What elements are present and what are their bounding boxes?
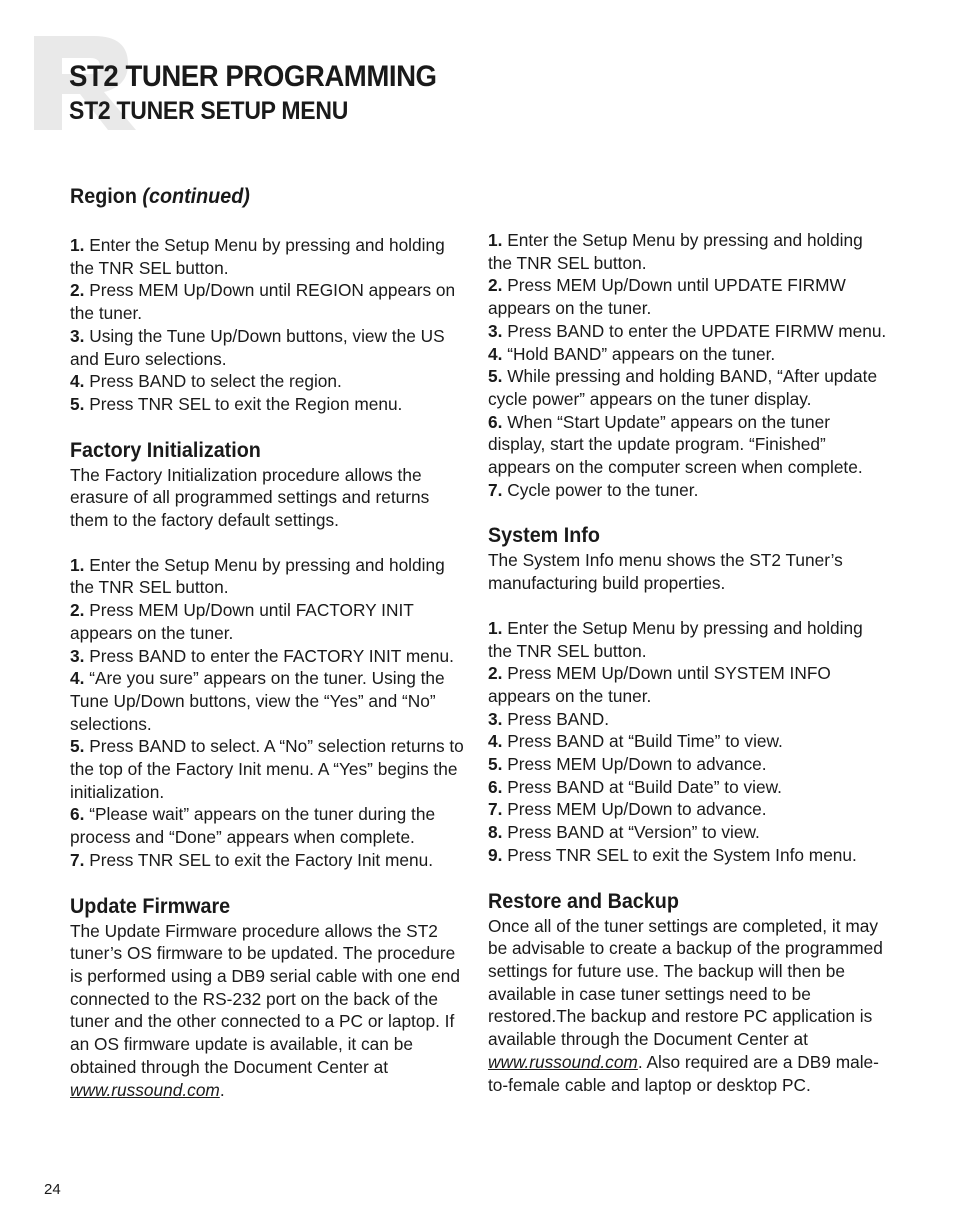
step-number: 6. xyxy=(488,411,503,432)
step-text: Press TNR SEL to exit the Factory Init menu. xyxy=(84,849,434,870)
factory-init-intro: The Factory Initialization procedure allows the erasure of all programmed settings and returns them to the factory default settings. xyxy=(70,464,430,531)
step-item xyxy=(488,479,888,502)
restore-backup-intro: Once all of the tuner settings are completed, it may be advisable to create a backup of the programmed settings for future use. The backup will then be available in case tuner settings need to be restored.The backup and restore PC application is available through the Document Center at www.russound.com. Also required are a DB9 male-to-female cable and laptop or desktop PC. xyxy=(488,915,883,1095)
step-number: 3. xyxy=(70,645,85,666)
step-item xyxy=(488,229,888,274)
step-item xyxy=(70,667,470,735)
region-heading: Region (continued) xyxy=(70,185,250,208)
step-number: 4. xyxy=(488,343,503,364)
step-text: Press BAND to select the region. xyxy=(84,371,342,392)
russound-link[interactable]: www.russound.com xyxy=(70,1079,220,1100)
step-item xyxy=(488,730,888,753)
step-item xyxy=(70,234,470,279)
step-item xyxy=(488,365,888,410)
step-item xyxy=(488,343,888,366)
step-number: 2. xyxy=(488,275,503,296)
step-number: 2. xyxy=(70,600,85,621)
step-item xyxy=(70,370,470,393)
system-info-heading: System Info xyxy=(488,524,600,548)
step-text: Press MEM Up/Down until REGION appears on the tuner. xyxy=(70,280,456,324)
step-text: “Please wait” appears on the tuner during the process and “Done” appears when complete. xyxy=(70,804,436,848)
step-text: Enter the Setup Menu by pressing and holding the TNR SEL button. xyxy=(488,230,863,273)
step-text: Press TNR SEL to exit the Region menu. xyxy=(84,393,403,414)
region-steps xyxy=(70,234,470,416)
step-item xyxy=(70,279,470,324)
left-column xyxy=(70,184,470,1101)
step-text: Enter the Setup Menu by pressing and holding the TNR SEL button. xyxy=(70,235,445,278)
step-item xyxy=(488,753,888,776)
step-item xyxy=(488,617,888,662)
step-number: 2. xyxy=(488,663,503,684)
page-number: 24 xyxy=(44,1181,61,1198)
step-text: Press BAND at “Version” to view. xyxy=(502,822,760,843)
system-info-intro: The System Info menu shows the ST2 Tuner’s manufacturing build properties. xyxy=(488,550,843,594)
step-text: Press MEM Up/Down to advance. xyxy=(502,754,767,775)
step-number: 1. xyxy=(70,554,85,575)
step-number: 6. xyxy=(70,804,85,825)
step-item xyxy=(70,325,470,370)
step-number: 4. xyxy=(70,371,85,392)
step-number: 6. xyxy=(488,776,503,797)
step-text: Press BAND at “Build Time” to view. xyxy=(502,731,783,752)
step-text: “Are you sure” appears on the tuner. Using the Tune Up/Down buttons, view the “Yes” and “No” selections. xyxy=(70,668,445,734)
system-info-steps xyxy=(488,617,888,867)
step-item xyxy=(488,844,888,867)
step-text: Press BAND to select. A “No” selection returns to the top of the Factory Init menu. A “Yes” begins the initialization. xyxy=(70,736,464,802)
step-text: Press MEM Up/Down until UPDATE FIRMW appears on the tuner. xyxy=(488,275,846,319)
step-text: Press BAND at “Build Date” to view. xyxy=(502,776,782,797)
step-item xyxy=(488,274,888,319)
step-text: Press BAND to enter the UPDATE FIRMW menu. xyxy=(502,320,887,341)
step-number: 5. xyxy=(488,754,503,775)
step-item xyxy=(488,320,888,343)
step-number: 8. xyxy=(488,822,503,843)
step-item xyxy=(488,411,888,479)
step-item xyxy=(70,849,470,872)
step-item xyxy=(70,803,470,848)
step-text: “Hold BAND” appears on the tuner. xyxy=(502,343,776,364)
step-number: 5. xyxy=(70,736,85,757)
step-item xyxy=(488,798,888,821)
region-heading-continued: (continued) xyxy=(142,185,250,208)
step-number: 5. xyxy=(488,366,503,387)
step-item xyxy=(70,645,470,668)
step-text: Press TNR SEL to exit the System Info menu. xyxy=(502,844,857,865)
step-item xyxy=(70,554,470,599)
step-number: 5. xyxy=(70,393,85,414)
step-number: 2. xyxy=(70,280,85,301)
step-text: Enter the Setup Menu by pressing and holding the TNR SEL button. xyxy=(70,554,445,598)
step-number: 1. xyxy=(488,617,503,638)
step-text: Press BAND to enter the FACTORY INIT menu. xyxy=(84,645,454,666)
update-firmware-intro: The Update Firmware procedure allows the ST2 tuner’s OS firmware to be updated. The procedure is performed using a DB9 serial cable with one end connected to the RS-232 port on the back of the tuner and the other connected to a PC or laptop. If an OS firmware update is available, it can be obtained through the Document Center at www.russound.com. xyxy=(70,920,461,1100)
page-title: ST2 TUNER PROGRAMMING xyxy=(69,60,437,93)
step-number: 3. xyxy=(70,325,85,346)
step-text: Enter the Setup Menu by pressing and holding the TNR SEL button. xyxy=(488,617,863,661)
step-item xyxy=(70,393,470,416)
step-item xyxy=(488,821,888,844)
step-number: 4. xyxy=(70,668,85,689)
step-number: 4. xyxy=(488,731,503,752)
factory-init-steps xyxy=(70,554,470,872)
step-text: Press MEM Up/Down until SYSTEM INFO appears on the tuner. xyxy=(488,663,831,706)
russound-link[interactable]: www.russound.com xyxy=(488,1051,638,1072)
step-text: When “Start Update” appears on the tuner display, start the update program. “Finished” appears on the computer screen when complete. xyxy=(488,411,863,478)
right-column xyxy=(488,229,888,1096)
step-number: 7. xyxy=(488,799,503,820)
step-item xyxy=(70,599,470,644)
step-text: Using the Tune Up/Down buttons, view the US and Euro selections. xyxy=(70,325,445,369)
step-number: 3. xyxy=(488,708,503,729)
step-number: 7. xyxy=(70,849,85,870)
step-number: 7. xyxy=(488,479,503,500)
step-item xyxy=(488,708,888,731)
step-text: Press MEM Up/Down to advance. xyxy=(502,799,767,820)
update-firmware-heading: Update Firmware xyxy=(70,894,231,918)
step-number: 1. xyxy=(70,235,85,255)
step-item xyxy=(70,735,470,803)
step-number: 3. xyxy=(488,320,503,341)
step-item xyxy=(488,776,888,799)
step-text: Press BAND. xyxy=(502,708,610,729)
step-number: 9. xyxy=(488,844,503,865)
factory-init-heading: Factory Initialization xyxy=(70,438,261,462)
step-text: Press MEM Up/Down until FACTORY INIT appears on the tuner. xyxy=(70,600,414,643)
step-text: While pressing and holding BAND, “After update cycle power” appears on the tuner display. xyxy=(488,366,878,409)
update-firmware-steps xyxy=(488,229,888,501)
step-item xyxy=(488,662,888,707)
page-subtitle: ST2 TUNER SETUP MENU xyxy=(69,97,349,125)
step-text: Cycle power to the tuner. xyxy=(502,479,699,500)
step-number: 1. xyxy=(488,230,503,250)
restore-backup-heading: Restore and Backup xyxy=(488,889,679,913)
